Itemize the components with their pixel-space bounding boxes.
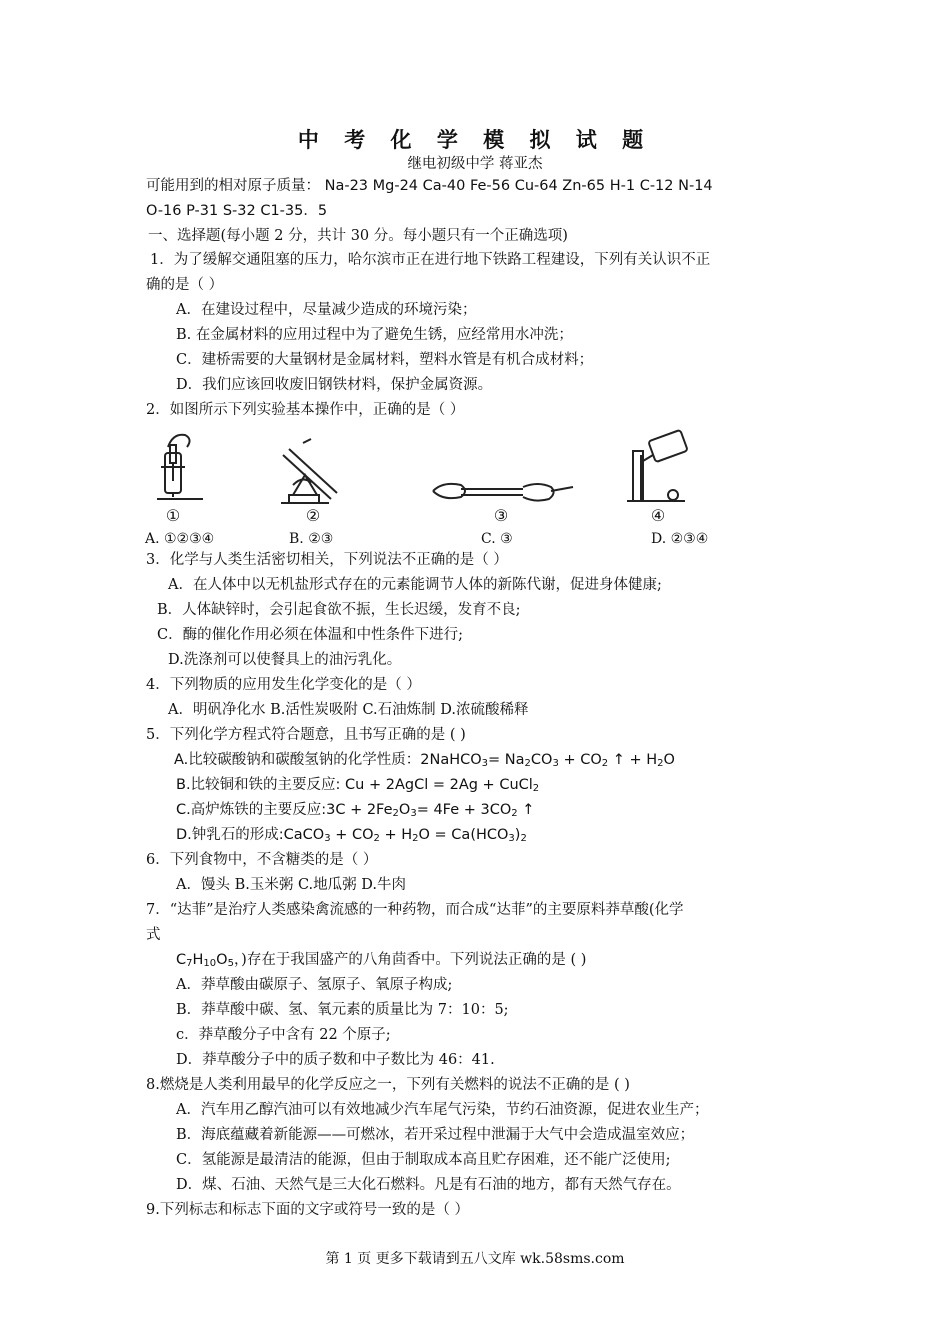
q7-stem-2: 式 <box>146 927 161 943</box>
q3-option-a: A．在人体中以无机盐形式存在的元素能调节人体的新陈代谢，促进身体健康; <box>168 577 662 593</box>
section-heading: 一、选择题(每小题 2 分，共计 30 分。每小题只有一个正确选项) <box>148 228 568 244</box>
atomic-masses-line-2: O-16 P-31 S-32 C1-35．5 <box>146 203 328 219</box>
q7-option-c: c．莽草酸分子中含有 22 个原子; <box>176 1027 391 1043</box>
q1-option-a: A．在建设过程中，尽量减少造成的环境污染； <box>176 302 477 318</box>
heating-test-tube-drawing <box>281 439 337 503</box>
q3-option-d: D.洗涤剂可以使餐具上的油污乳化。 <box>168 652 402 668</box>
q8-option-d: D．煤、石油、天然气是三大化石燃料。凡是有石油的地方，都有天然气存在。 <box>176 1177 681 1193</box>
q7-option-a: A．莽草酸由碳原子、氢原子、氧原子构成; <box>176 977 453 993</box>
pouring-liquid-drawing <box>627 430 688 501</box>
q6-stem: 6．下列食物中，不含糖类的是（ ） <box>146 852 378 868</box>
q2-label-2: ② <box>305 506 321 525</box>
page-title: 中 考 化 学 模 拟 试 题 <box>297 127 653 152</box>
q2-option-d: D. ②③④ <box>651 531 709 547</box>
q2-label-1: ① <box>165 506 181 525</box>
q7-option-b: B．莽草酸中碳、氢、氧元素的质量比为 7：10：5; <box>176 1002 509 1018</box>
shikimic-acid-formula: $C_7H_{10}O_5$ <box>176 952 234 969</box>
author-line: 继电初级中学 蒋亚杰 <box>407 156 543 172</box>
q3-option-b: B．人体缺锌时，会引起食欲不振，生长迟缓，发育不良; <box>157 602 521 618</box>
q5-option-a: A.比较碳酸钠和碳酸氢钠的化学性质：2NaHCO$_3$= $Na_2CO_3 + CO_2$ ↑ + $H_2O$ <box>174 752 675 769</box>
q5-option-c: C.高炉炼铁的主要反应:3C + $2Fe_2O_3= 4Fe + 3CO_2$ ↑ <box>176 802 535 819</box>
q9-stem: 9.下列标志和标志下面的文字或符号一致的是（ ） <box>146 1202 469 1218</box>
q4-stem: 4．下列物质的应用发生化学变化的是（ ） <box>146 677 421 693</box>
q8-option-c: C．氢能源是最清洁的能源，但由于制取成本高且贮存困难，还不能广泛使用; <box>176 1152 671 1168</box>
q2-label-3: ③ <box>493 506 509 525</box>
page-footer: 第 1 页 更多下载请到五八文库 wk.58sms.com <box>325 1251 625 1267</box>
horizontal-tube-drawing <box>433 484 573 501</box>
q7-option-d: D．莽草酸分子中的质子数和中子数比为 46：41. <box>176 1052 495 1068</box>
q3-stem: 3．化学与人类生活密切相关，下列说法不正确的是（ ） <box>146 552 508 568</box>
q5-option-b: B.比较铜和铁的主要反应: Cu + 2AgCl = 2Ag + CuCl$_2$ <box>176 777 540 794</box>
q2-lab-operations-figure <box>143 425 788 547</box>
atomic-masses-line-1: 可能用到的相对原子质量： Na-23 Mg-24 Ca-40 Fe-56 Cu-64 Zn-65 H-1 C-12 N-14 <box>146 178 713 194</box>
q5-stem: 5．下列化学方程式符合题意，且书写正确的是 ( ) <box>146 727 466 743</box>
q7-stem-1: 7．“达菲”是治疗人类感染禽流感的一种药物，而合成“达菲”的主要原料莽草酸(化学 <box>146 902 684 918</box>
dropper-test-tube-drawing <box>157 435 203 499</box>
q4-options: A．明矾净化水 B.活性炭吸附 C.石油炼制 D.浓硫酸稀释 <box>168 702 529 718</box>
q2-label-4: ④ <box>650 506 666 525</box>
q2-option-b: B. ②③ <box>289 531 334 547</box>
q8-option-b: B．海底蕴藏着新能源——可燃冰，若开采过程中泄漏于大气中会造成温室效应； <box>176 1127 695 1143</box>
q1-stem-2: 确的是（ ） <box>146 277 224 293</box>
q7-stem-3: $C_7H_{10}O_5$，)存在于我国盛产的八角茴香中。下列说法正确的是 ( ) <box>176 952 587 969</box>
q2-option-c: C. ③ <box>481 531 513 547</box>
q5-option-d: D.钟乳石的形成:CaCO$_3$ + $CO_2 + H_2O = Ca(HCO_3)_2$ <box>176 827 527 844</box>
q1-stem-1: 1．为了缓解交通阻塞的压力，哈尔滨市正在进行地下铁路工程建设，下列有关认识不正 <box>150 252 711 268</box>
q1-option-c: C．建桥需要的大量钢材是金属材料，塑料水管是有机合成材料； <box>176 352 594 368</box>
q1-option-b: B. 在金属材料的应用过程中为了避免生锈，应经常用水冲洗； <box>176 327 573 343</box>
q3-option-c: C．酶的催化作用必须在体温和中性条件下进行; <box>157 627 463 643</box>
q2-option-a: A. ①②③④ <box>145 531 215 547</box>
q1-option-d: D．我们应该回收废旧钢铁材料，保护金属资源。 <box>176 377 493 393</box>
q6-options: A．馒头 B.玉米粥 C.地瓜粥 D.牛肉 <box>176 877 406 893</box>
q8-stem: 8.燃烧是人类利用最早的化学反应之一，下列有关燃料的说法不正确的是 ( ) <box>146 1077 630 1093</box>
q8-option-a: A．汽车用乙醇汽油可以有效地减少汽车尾气污染，节约石油资源，促进农业生产； <box>176 1102 709 1118</box>
q2-stem: 2．如图所示下列实验基本操作中，正确的是（ ） <box>146 402 465 418</box>
